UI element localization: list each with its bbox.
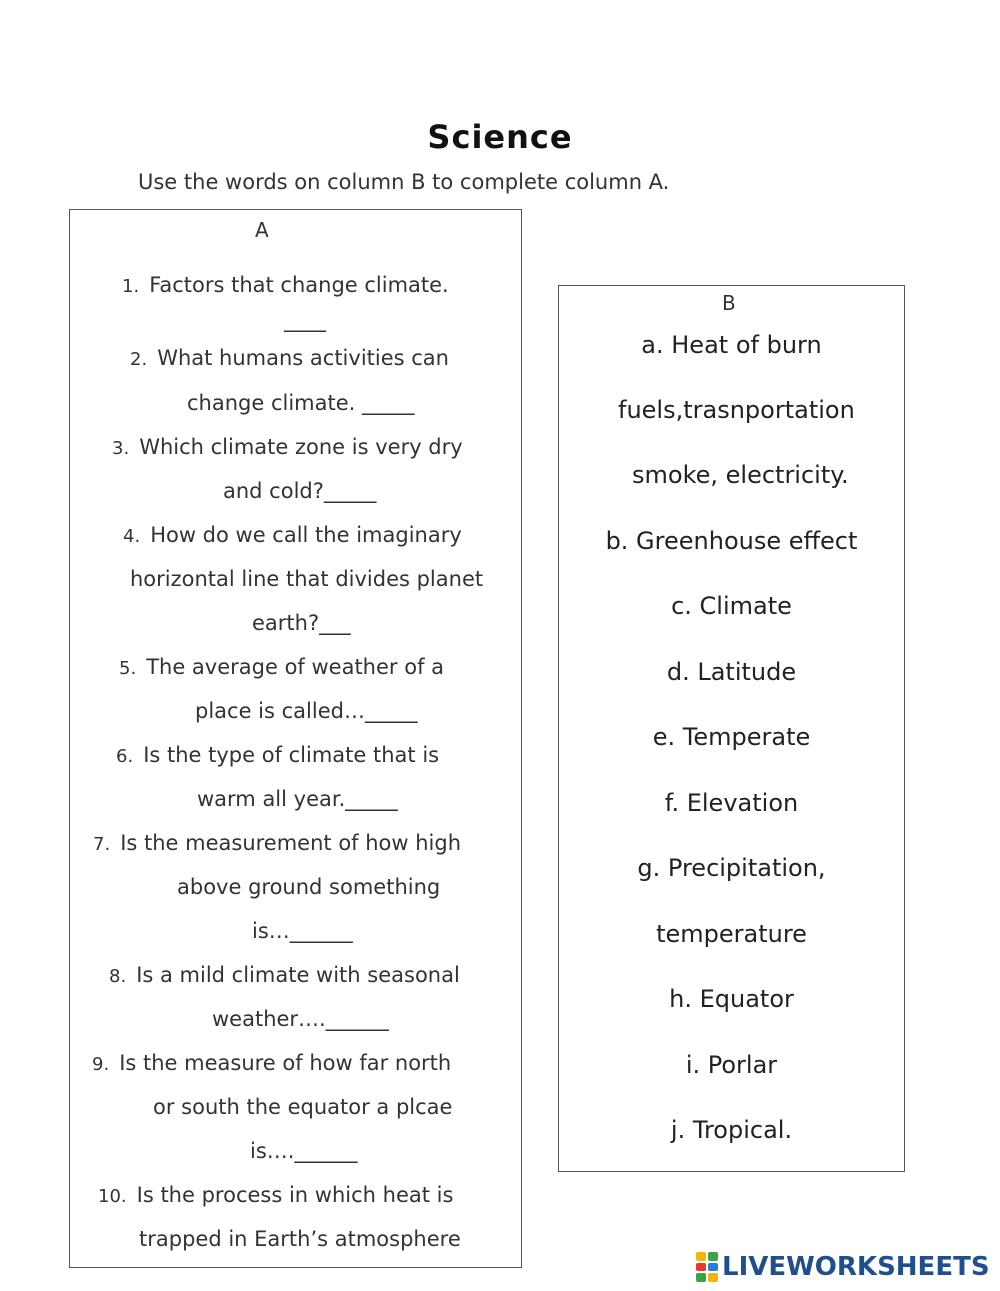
answer-d: d. Latitude [666, 658, 797, 686]
question-5-line2[interactable]: place is called…_____ [195, 699, 418, 723]
question-3 [112, 435, 463, 459]
question-text: What humans activities can [157, 346, 449, 370]
question-6 [116, 743, 439, 767]
question-text: Is the process in which heat is [136, 1183, 454, 1207]
worksheet-title: Science [427, 118, 573, 156]
question-7 [93, 831, 461, 855]
answer-h: h. Equator [669, 985, 794, 1013]
question-2-line2[interactable]: change climate. _____ [187, 391, 415, 415]
question-4-line2: horizontal line that divides planet [130, 567, 484, 591]
question-number: 6. [116, 746, 134, 767]
answer-e: e. Temperate [652, 723, 811, 751]
question-9-line3[interactable]: is….______ [250, 1139, 358, 1163]
question-text: Is the type of climate that is [143, 743, 440, 767]
answer-a: a. Heat of burn [641, 331, 822, 359]
question-number: 3. [112, 438, 130, 459]
liveworksheets-logo-text: LIVEWORKSHEETS [722, 1252, 990, 1282]
question-text: How do we call the imaginary [150, 523, 462, 547]
liveworksheets-logo-icon [696, 1252, 718, 1282]
question-8-line2[interactable]: weather….______ [212, 1007, 389, 1031]
question-text: Is the measurement of how high [120, 831, 462, 855]
liveworksheets-logo [696, 1252, 990, 1282]
question-text: Factors that change climate. [149, 273, 449, 297]
question-6-line2[interactable]: warm all year._____ [197, 787, 398, 811]
question-text: Is a mild climate with seasonal [136, 963, 460, 987]
answer-g: g. Precipitation, [637, 854, 826, 882]
question-number: 9. [92, 1054, 110, 1075]
question-10 [98, 1183, 453, 1207]
question-4 [123, 523, 462, 547]
question-text: Is the measure of how far north [119, 1051, 452, 1075]
answer-a-line3: smoke, electricity. [632, 461, 849, 489]
question-number: 7. [93, 834, 111, 855]
answer-c: c. Climate [671, 592, 792, 620]
question-number: 8. [109, 966, 127, 987]
question-8 [109, 963, 460, 987]
question-number: 4. [123, 526, 141, 547]
question-text: The average of weather of a [146, 655, 445, 679]
instructions-text: Use the words on column B to complete column A. [138, 170, 670, 194]
question-number: 2. [130, 349, 148, 370]
answer-b: b. Greenhouse effect [605, 527, 858, 555]
question-1 [122, 273, 449, 297]
question-9 [92, 1051, 451, 1075]
answer-j: j. Tropical. [670, 1116, 793, 1144]
question-1-blank[interactable]: ____ [284, 308, 326, 332]
question-5 [119, 655, 444, 679]
question-number: 10. [98, 1186, 127, 1207]
question-10-line2: trapped in Earth’s atmosphere [139, 1227, 461, 1251]
question-9-line2: or south the equator a plcae [153, 1095, 453, 1119]
question-7-line3[interactable]: is…______ [252, 919, 353, 943]
question-3-line2[interactable]: and cold?_____ [223, 479, 377, 503]
question-4-line3[interactable]: earth?___ [252, 611, 351, 635]
answer-f: f. Elevation [664, 789, 799, 817]
answer-g-line2: temperature [656, 920, 807, 948]
question-2 [130, 346, 449, 370]
column-a-header: A [255, 218, 269, 242]
question-text: Which climate zone is very dry [139, 435, 463, 459]
question-number: 5. [119, 658, 137, 679]
question-7-line2: above ground something [177, 875, 441, 899]
column-b-header: B [722, 291, 736, 315]
answer-i: i. Porlar [685, 1051, 778, 1079]
answer-a-line2: fuels,trasnportation [618, 396, 855, 424]
question-number: 1. [122, 276, 140, 297]
